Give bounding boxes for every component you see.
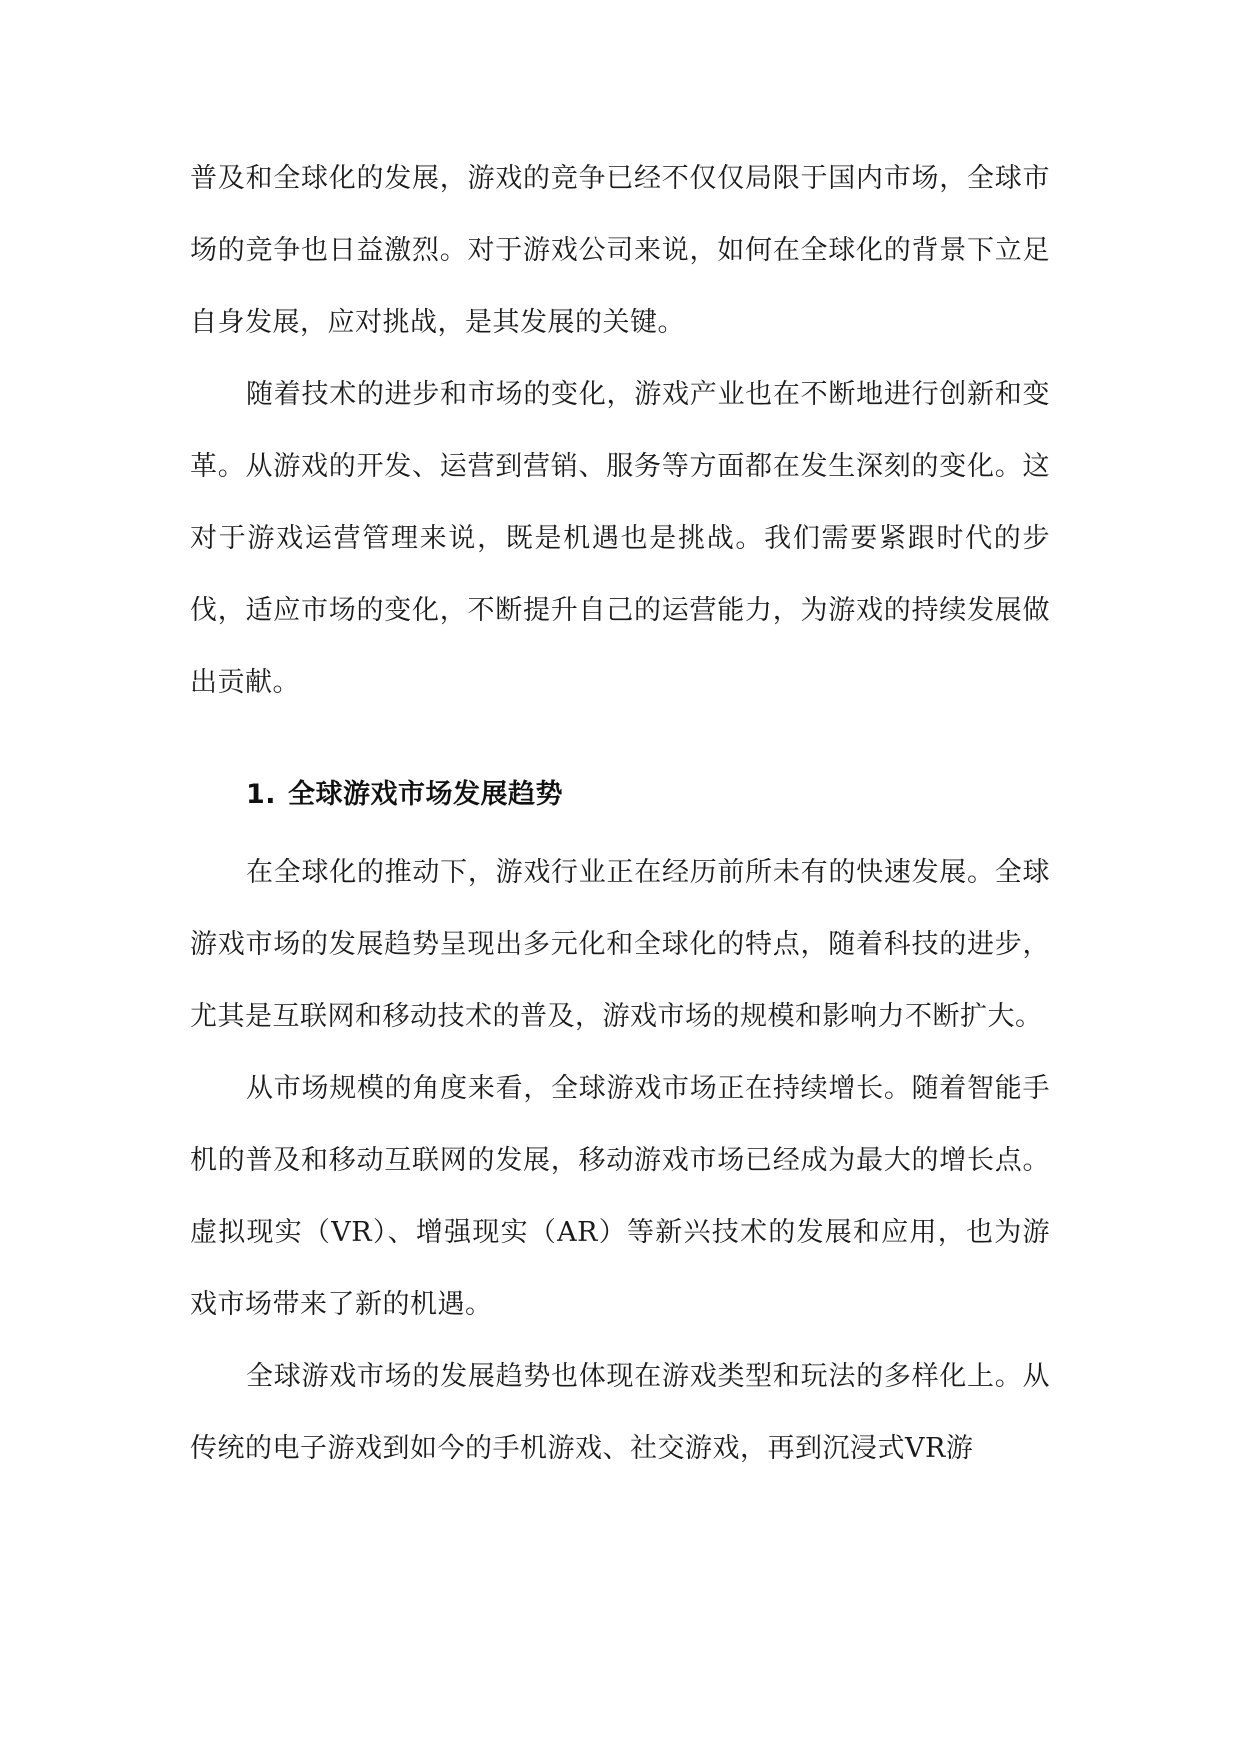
section-number: 1. [246,779,277,810]
paragraph-industry-change: 随着技术的进步和市场的变化，游戏产业也在不断地进行创新和变革。从游戏的开发、运营到营销、服务等方面都在发生深刻的变化。这对于游戏运营管理来说，既是机遇也是挑战。我们需要紧跟时代的步伐，适应市场的变化，不断提升自己的运营能力，为游戏的持续发展做出贡献。 [190,379,1050,698]
paragraph-market-scale: 从市场规模的角度来看，全球游戏市场正在持续增长。随着智能手机的普及和移动互联网的发展，移动游戏市场已经成为最大的增长点。虚拟现实（VR）、增强现实（AR）等新兴技术的发展和应用，也为游戏市场带来了新的机遇。 [190,1073,1050,1320]
paragraph-global-trend: 在全球化的推动下，游戏行业正在经历前所未有的快速发展。全球游戏市场的发展趋势呈现出多元化和全球化的特点，随着科技的进步，尤其是互联网和移动技术的普及，游戏市场的规模和影响力不断扩大。 [190,857,1050,1032]
paragraph-continuation: 普及和全球化的发展，游戏的竞争已经不仅仅局限于国内市场，全球市场的竞争也日益激烈。对于游戏公司来说，如何在全球化的背景下立足自身发展，应对挑战，是其发展的关键。 [190,163,1050,338]
section-heading [190,719,1050,837]
document-body [190,143,1050,1485]
section-title: 全球游戏市场发展趋势 [288,779,563,810]
paragraph-diversification: 全球游戏市场的发展趋势也体现在游戏类型和玩法的多样化上。从传统的电子游戏到如今的手机游戏、社交游戏，再到沉浸式VR游 [190,1361,1050,1464]
